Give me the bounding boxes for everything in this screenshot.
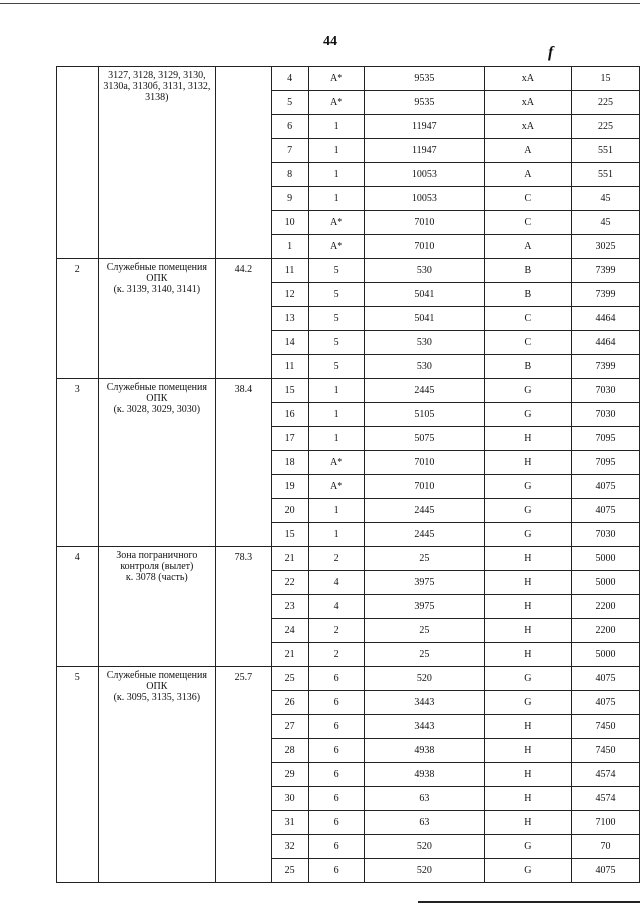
axis-value: G xyxy=(484,475,571,499)
group-number: 5 xyxy=(57,667,99,883)
point-number: 16 xyxy=(271,403,308,427)
description-line: ОПК xyxy=(146,273,168,284)
x-coordinate: 10053 xyxy=(364,163,484,187)
zone-value: 5 xyxy=(308,331,364,355)
point-number: 20 xyxy=(271,499,308,523)
zone-value: 1 xyxy=(308,187,364,211)
group-number xyxy=(57,67,99,259)
axis-value: хА xyxy=(484,115,571,139)
y-coordinate: 4075 xyxy=(571,691,639,715)
description-line: (к. 3139, 3140, 3141) xyxy=(113,284,201,295)
axis-value: Н xyxy=(484,427,571,451)
premises-description xyxy=(98,667,216,883)
x-coordinate: 520 xyxy=(364,835,484,859)
zone-value: 6 xyxy=(308,739,364,763)
x-coordinate: 7010 xyxy=(364,235,484,259)
x-coordinate: 530 xyxy=(364,331,484,355)
axis-value: хА xyxy=(484,91,571,115)
x-coordinate: 2445 xyxy=(364,379,484,403)
table-row xyxy=(57,259,640,283)
zone-value: 6 xyxy=(308,811,364,835)
x-coordinate: 530 xyxy=(364,259,484,283)
axis-value: С xyxy=(484,331,571,355)
area-value: 38.4 xyxy=(216,379,271,547)
zone-value: А* xyxy=(308,67,364,91)
area-value: 25.7 xyxy=(216,667,271,883)
point-number: 32 xyxy=(271,835,308,859)
y-coordinate: 7030 xyxy=(571,523,639,547)
premises-description xyxy=(98,379,216,547)
axis-value: В xyxy=(484,259,571,283)
x-coordinate: 520 xyxy=(364,859,484,883)
table-row xyxy=(57,667,640,691)
x-coordinate: 5075 xyxy=(364,427,484,451)
zone-value: А* xyxy=(308,91,364,115)
y-coordinate: 7399 xyxy=(571,259,639,283)
axis-value: Н xyxy=(484,619,571,643)
point-number: 11 xyxy=(271,259,308,283)
handwritten-mark: f xyxy=(548,44,554,61)
y-coordinate: 3025 xyxy=(571,235,639,259)
zone-value: 1 xyxy=(308,115,364,139)
zone-value: 1 xyxy=(308,163,364,187)
zone-value: А* xyxy=(308,451,364,475)
axis-value: А xyxy=(484,163,571,187)
axis-value: G xyxy=(484,859,571,883)
zone-value: 1 xyxy=(308,427,364,451)
point-number: 25 xyxy=(271,667,308,691)
y-coordinate: 70 xyxy=(571,835,639,859)
point-number: 31 xyxy=(271,811,308,835)
point-number: 28 xyxy=(271,739,308,763)
axis-value: Н xyxy=(484,643,571,667)
y-coordinate: 5000 xyxy=(571,571,639,595)
description-line: 3127, 3128, 3129, 3130, xyxy=(108,70,206,81)
axis-value: С xyxy=(484,211,571,235)
x-coordinate: 3975 xyxy=(364,571,484,595)
axis-value: Н xyxy=(484,811,571,835)
point-number: 1 xyxy=(271,235,308,259)
axis-value: А xyxy=(484,235,571,259)
zone-value: А* xyxy=(308,475,364,499)
point-number: 9 xyxy=(271,187,308,211)
point-number: 18 xyxy=(271,451,308,475)
axis-value: С xyxy=(484,187,571,211)
description-line: 3130a, 3130б, 3131, 3132, xyxy=(103,81,211,92)
description-line: ОПК xyxy=(146,393,168,404)
description-line: (к. 3028, 3029, 3030) xyxy=(113,404,201,415)
zone-value: 6 xyxy=(308,859,364,883)
point-number: 24 xyxy=(271,619,308,643)
axis-value: G xyxy=(484,523,571,547)
y-coordinate: 5000 xyxy=(571,547,639,571)
axis-value: Н xyxy=(484,547,571,571)
axis-value: Н xyxy=(484,595,571,619)
zone-value: 5 xyxy=(308,355,364,379)
axis-value: G xyxy=(484,403,571,427)
x-coordinate: 520 xyxy=(364,667,484,691)
y-coordinate: 15 xyxy=(571,67,639,91)
x-coordinate: 530 xyxy=(364,355,484,379)
point-number: 30 xyxy=(271,787,308,811)
point-number: 21 xyxy=(271,547,308,571)
x-coordinate: 2445 xyxy=(364,499,484,523)
y-coordinate: 7030 xyxy=(571,403,639,427)
y-coordinate: 5000 xyxy=(571,643,639,667)
zone-value: 6 xyxy=(308,715,364,739)
description-line: Зона пограничного xyxy=(116,550,198,561)
table-body xyxy=(57,67,640,883)
zone-value: 6 xyxy=(308,787,364,811)
x-coordinate: 10053 xyxy=(364,187,484,211)
point-number: 26 xyxy=(271,691,308,715)
y-coordinate: 4075 xyxy=(571,499,639,523)
y-coordinate: 7030 xyxy=(571,379,639,403)
y-coordinate: 7450 xyxy=(571,715,639,739)
point-number: 29 xyxy=(271,763,308,787)
x-coordinate: 3443 xyxy=(364,691,484,715)
point-number: 23 xyxy=(271,595,308,619)
description-line: Служебные помещения xyxy=(106,382,207,393)
axis-value: Н xyxy=(484,787,571,811)
group-number: 2 xyxy=(57,259,99,379)
premises-description xyxy=(98,547,216,667)
zone-value: 6 xyxy=(308,691,364,715)
premises-description xyxy=(98,259,216,379)
y-coordinate: 551 xyxy=(571,163,639,187)
x-coordinate: 25 xyxy=(364,619,484,643)
point-number: 15 xyxy=(271,379,308,403)
x-coordinate: 2445 xyxy=(364,523,484,547)
point-number: 17 xyxy=(271,427,308,451)
axis-value: А xyxy=(484,139,571,163)
description-line: (к. 3095, 3135, 3136) xyxy=(113,692,201,703)
y-coordinate: 7095 xyxy=(571,451,639,475)
zone-value: 1 xyxy=(308,139,364,163)
zone-value: 2 xyxy=(308,643,364,667)
y-coordinate: 4464 xyxy=(571,307,639,331)
point-number: 7 xyxy=(271,139,308,163)
axis-value: Н xyxy=(484,715,571,739)
y-coordinate: 225 xyxy=(571,115,639,139)
axis-value: Н xyxy=(484,763,571,787)
axis-value: В xyxy=(484,283,571,307)
point-number: 6 xyxy=(271,115,308,139)
zone-value: 2 xyxy=(308,619,364,643)
x-coordinate: 7010 xyxy=(364,451,484,475)
x-coordinate: 11947 xyxy=(364,115,484,139)
x-coordinate: 5041 xyxy=(364,307,484,331)
point-number: 15 xyxy=(271,523,308,547)
y-coordinate: 4574 xyxy=(571,763,639,787)
zone-value: 1 xyxy=(308,499,364,523)
x-coordinate: 3443 xyxy=(364,715,484,739)
axis-value: С xyxy=(484,307,571,331)
point-number: 14 xyxy=(271,331,308,355)
description-line: Служебные помещения xyxy=(106,670,207,681)
description-line: ОПК xyxy=(146,681,168,692)
table-row xyxy=(57,547,640,571)
zone-value: 6 xyxy=(308,667,364,691)
axis-value: G xyxy=(484,499,571,523)
y-coordinate: 4574 xyxy=(571,787,639,811)
point-number: 10 xyxy=(271,211,308,235)
premises-description xyxy=(98,67,216,259)
x-coordinate: 7010 xyxy=(364,211,484,235)
axis-value: G xyxy=(484,835,571,859)
point-number: 5 xyxy=(271,91,308,115)
y-coordinate: 7100 xyxy=(571,811,639,835)
point-number: 22 xyxy=(271,571,308,595)
point-number: 12 xyxy=(271,283,308,307)
x-coordinate: 4938 xyxy=(364,739,484,763)
description-line: к. 3078 (часть) xyxy=(125,572,188,583)
x-coordinate: 25 xyxy=(364,547,484,571)
y-coordinate: 551 xyxy=(571,139,639,163)
zone-value: 6 xyxy=(308,763,364,787)
point-number: 25 xyxy=(271,859,308,883)
zone-value: 5 xyxy=(308,307,364,331)
point-number: 4 xyxy=(271,67,308,91)
description-line: Служебные помещения xyxy=(106,262,207,273)
y-coordinate: 2200 xyxy=(571,619,639,643)
axis-value: В xyxy=(484,355,571,379)
point-number: 11 xyxy=(271,355,308,379)
y-coordinate: 45 xyxy=(571,211,639,235)
axis-value: Н xyxy=(484,451,571,475)
group-number: 4 xyxy=(57,547,99,667)
coordinates-table xyxy=(56,66,640,883)
zone-value: 5 xyxy=(308,283,364,307)
x-coordinate: 63 xyxy=(364,811,484,835)
zone-value: 1 xyxy=(308,403,364,427)
zone-value: 6 xyxy=(308,835,364,859)
zone-value: 2 xyxy=(308,547,364,571)
zone-value: 4 xyxy=(308,595,364,619)
y-coordinate: 2200 xyxy=(571,595,639,619)
axis-value: Н xyxy=(484,739,571,763)
table-row xyxy=(57,379,640,403)
x-coordinate: 11947 xyxy=(364,139,484,163)
y-coordinate: 225 xyxy=(571,91,639,115)
x-coordinate: 4938 xyxy=(364,763,484,787)
point-number: 21 xyxy=(271,643,308,667)
description-line: 3138) xyxy=(145,92,169,103)
x-coordinate: 25 xyxy=(364,643,484,667)
top-border-line xyxy=(0,3,640,4)
zone-value: 4 xyxy=(308,571,364,595)
y-coordinate: 7095 xyxy=(571,427,639,451)
x-coordinate: 5105 xyxy=(364,403,484,427)
axis-value: хА xyxy=(484,67,571,91)
x-coordinate: 3975 xyxy=(364,595,484,619)
area-value xyxy=(216,67,271,259)
y-coordinate: 45 xyxy=(571,187,639,211)
x-coordinate: 9535 xyxy=(364,67,484,91)
x-coordinate: 63 xyxy=(364,787,484,811)
point-number: 19 xyxy=(271,475,308,499)
x-coordinate: 5041 xyxy=(364,283,484,307)
axis-value: G xyxy=(484,379,571,403)
point-number: 8 xyxy=(271,163,308,187)
description-line: контроля (вылет) xyxy=(120,561,194,572)
table-row xyxy=(57,67,640,91)
zone-value: А* xyxy=(308,235,364,259)
x-coordinate: 9535 xyxy=(364,91,484,115)
zone-value: 1 xyxy=(308,379,364,403)
axis-value: G xyxy=(484,667,571,691)
zone-value: А* xyxy=(308,211,364,235)
point-number: 13 xyxy=(271,307,308,331)
y-coordinate: 4464 xyxy=(571,331,639,355)
y-coordinate: 7450 xyxy=(571,739,639,763)
area-value: 78.3 xyxy=(216,547,271,667)
axis-value: G xyxy=(484,691,571,715)
y-coordinate: 4075 xyxy=(571,859,639,883)
x-coordinate: 7010 xyxy=(364,475,484,499)
group-number: 3 xyxy=(57,379,99,547)
y-coordinate: 7399 xyxy=(571,355,639,379)
y-coordinate: 4075 xyxy=(571,475,639,499)
axis-value: Н xyxy=(484,571,571,595)
bottom-border-line xyxy=(418,901,640,903)
zone-value: 1 xyxy=(308,523,364,547)
point-number: 27 xyxy=(271,715,308,739)
area-value: 44.2 xyxy=(216,259,271,379)
zone-value: 5 xyxy=(308,259,364,283)
y-coordinate: 7399 xyxy=(571,283,639,307)
y-coordinate: 4075 xyxy=(571,667,639,691)
page-number: 44 xyxy=(323,34,337,49)
